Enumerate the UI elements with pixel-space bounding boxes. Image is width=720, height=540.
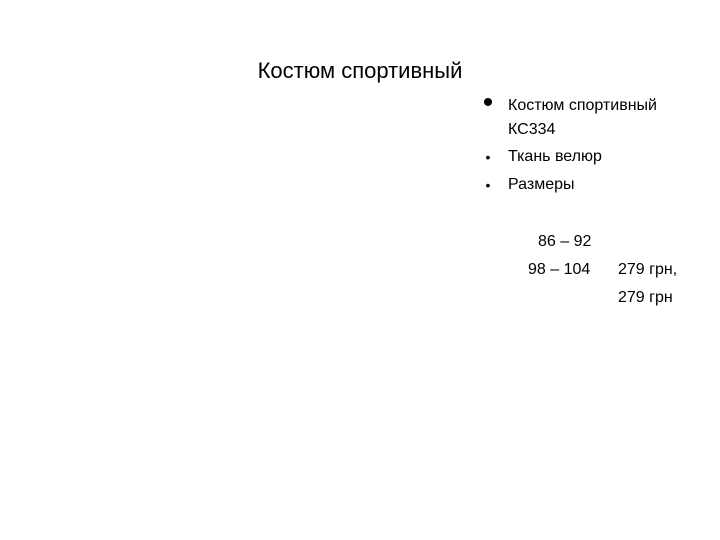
bullet-item-product [478,86,714,142]
bullet-item-fabric [478,144,714,170]
bullet-icon: • [485,177,491,193]
price: 279 грн [618,289,673,306]
size-price-row [478,228,714,306]
price: 279 грн, [618,261,678,278]
size-price-list [478,200,714,306]
bullet-item-sizes [478,172,714,198]
fabric-text: Ткань велюр [508,148,602,165]
sizes-heading: Размеры [508,176,575,193]
size-range: 86 – 92 [538,233,592,250]
bullet-list [478,86,714,198]
bullet-icon: • [485,149,491,165]
bullet-icon: • [482,86,494,119]
size-range: 98 – 104 [528,261,591,278]
product-name: Костюм спортивный [508,97,657,114]
product-code: КС334 [508,121,556,138]
slide-title: Костюм спортивный [257,58,463,83]
